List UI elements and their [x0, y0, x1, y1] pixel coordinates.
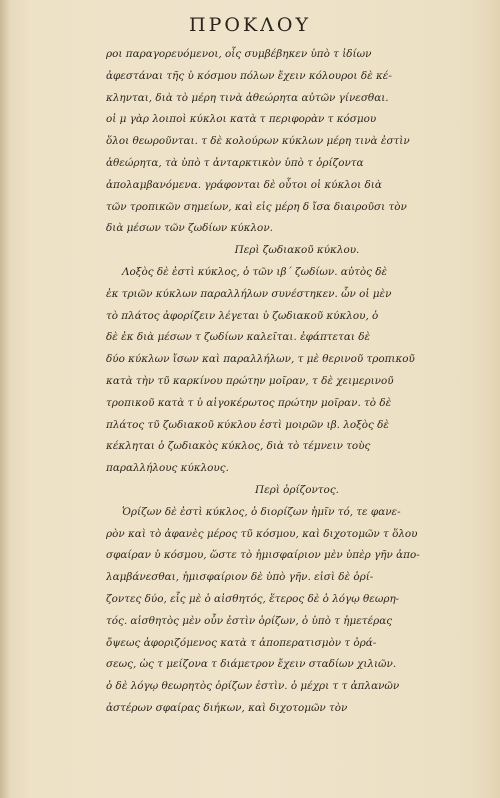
text-line: κέκληται ὁ ζωδιακὸς κύκλος, διὰ τὸ τέμνειν τοὺς: [106, 440, 371, 453]
text-line: Ὁρίζων δὲ ἐστὶ κύκλος, ὁ διορίζων ἡμῖν τό, τε φανε-: [122, 505, 401, 518]
text-line: ἀφεστάναι τῆς ὑ κόσμου πόλων ἔχειν κόλουροι δὲ κέ-: [106, 69, 392, 82]
text-line: κληνται, διὰ τὸ μέρη τινὰ ἀθεώρητα αὐτῶν γίνεσθαι.: [106, 91, 389, 104]
text-line: τροπικοῦ κατὰ τ ὑ αἰγοκέρωτος πρώτην μοῖραν. τὸ δὲ: [106, 396, 392, 409]
text-line: ρὸν καὶ τὸ ἀφανὲς μέρος τῦ κόσμου, καὶ διχοτομῶν τ ὅλου: [106, 527, 418, 540]
text-line: ζοντες δύο, εἷς μὲ ὁ αἰσθητός, ἕτερος δὲ ὁ λόγῳ θεωρη-: [106, 592, 400, 605]
running-head: ΠΡΟΚΛΟΥ: [189, 14, 311, 36]
text-line: Λοξὸς δὲ ἐστὶ κύκλος, ὁ τῶν ιβ΄ ζωδίων. αὐτὸς δὲ: [122, 265, 388, 278]
text-line: ροι παραγορευόμενοι, οἷς συμβέβηκεν ὑπὸ τ ἰδίων: [106, 48, 372, 60]
text-line: ἀθεώρητα, τὰ ὑπὸ τ ἀνταρκτικὸν ὑπὸ τ ὁρίζοντα: [106, 156, 364, 169]
section-heading: Περὶ ζωδιακοῦ κύκλου.: [234, 244, 360, 257]
text-line: δὲ ἐκ διὰ μέσων τ ζωδίων καλεῖται. ἐφάπτεται δὲ: [106, 331, 371, 344]
text-line: τὸ πλάτος ἀφορίζειν λέγεται ὑ ζωδιακοῦ κύκλου, ὁ: [106, 309, 379, 322]
text-line: κατὰ τὴν τῦ καρκίνου πρώτην μοῖραν, τ δὲ χειμερινοῦ: [106, 374, 394, 387]
text-line: τῶν τροπικῶν σημείων, καὶ εἰς μέρη δ ἴσα διαιροῦσι τὸν: [106, 200, 407, 213]
text-line: δύο κύκλων ἴσων καὶ παραλλήλων, τ μὲ θερινοῦ τροπικοῦ: [106, 353, 415, 366]
text-line: ἐκ τριῶν κύκλων παραλλήλων συνέστηκεν. ὧν οἱ μὲν: [106, 287, 392, 300]
text-line: διὰ μέσων τῶν ζωδίων κύκλον.: [106, 222, 273, 235]
text-line: ὄψεως ἀφοριζόμενος κατὰ τ ἀποπερατισμὸν τ ὁρά-: [106, 636, 377, 649]
text-line: ὁ δὲ λόγῳ θεωρητὸς ὁρίζων ἐστὶν. ὁ μέχρι τ τ ἀπλανῶν: [106, 680, 400, 693]
text-line: ἀστέρων σφαίρας διήκων, καὶ διχοτομῶν τὸν: [106, 701, 348, 714]
text-line: ἀπολαμβανόμενα. γράφονται δὲ οὗτοι οἱ κύκλοι διὰ: [106, 178, 382, 191]
text-line: οἱ μ γὰρ λοιποὶ κύκλοι κατὰ τ περιφορὰν τ κόσμου: [106, 113, 377, 126]
section-heading: Περὶ ὁρίζοντος.: [255, 483, 339, 496]
text-block: [106, 44, 488, 720]
text-line: ὅλοι θεωροῦνται. τ δὲ κολούρων κύκλων μέρη τινὰ ἐστὶν: [106, 135, 410, 148]
text-line: πλάτος τῦ ζωδιακοῦ κύκλου ἐστὶ μοιρῶν ιβ. λοξὸς δὲ: [106, 418, 390, 431]
text-line: σεως, ὡς τ μείζονα τ διάμετρον ἔχειν σταδίων χιλιῶν.: [106, 658, 397, 671]
text-line: λαμβάνεσθαι, ἡμισφαίριον δὲ ὑπὸ γῆν. εἰσὶ δὲ ὁρί-: [106, 571, 374, 584]
text-line: τός. αἰσθητὸς μὲν οὖν ἐστὶν ὁρίζων, ὁ ὑπὸ τ ἡμετέρας: [106, 614, 393, 627]
text-line: σφαίραν ὑ κόσμου, ὥστε τὸ ἡμισφαίριον μὲν ὑπὲρ γῆν ἀπο-: [106, 549, 420, 562]
text-line: παραλλήλους κύκλους.: [106, 462, 229, 475]
